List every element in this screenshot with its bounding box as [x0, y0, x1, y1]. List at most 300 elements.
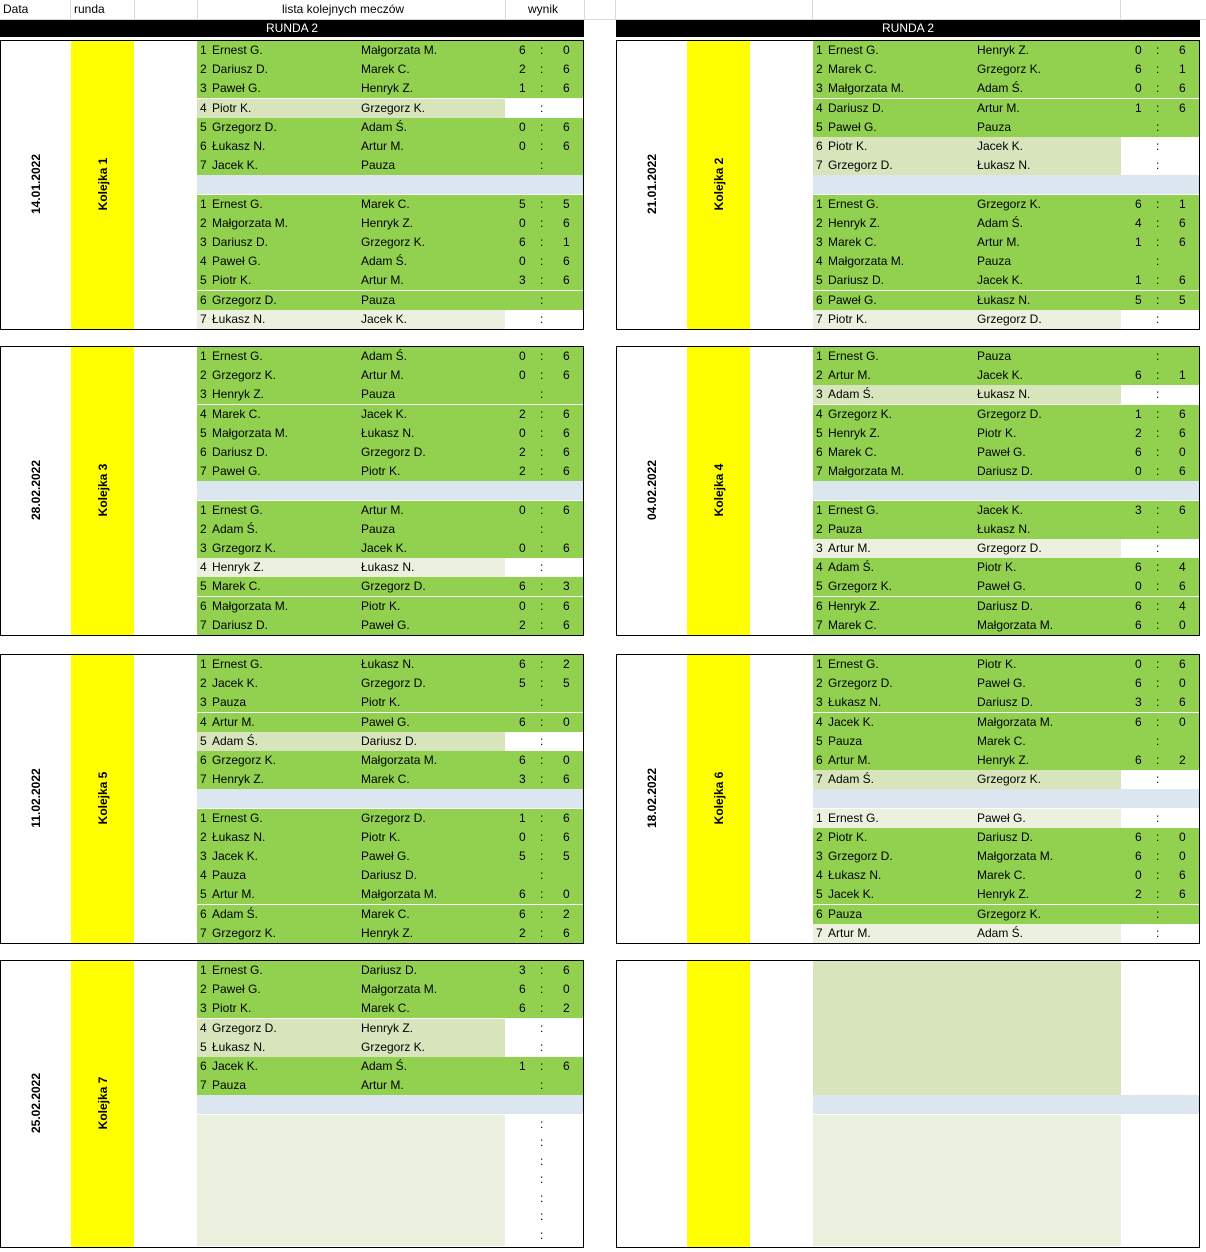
score-home: 6 — [1135, 598, 1142, 613]
match-number: 4 — [816, 560, 823, 575]
score-separator: : — [540, 196, 544, 211]
match-number: 2 — [816, 829, 823, 844]
score-away: 2 — [563, 1001, 570, 1016]
match-score-cell[interactable] — [1121, 214, 1199, 233]
score-separator: : — [1156, 425, 1160, 440]
match-row — [197, 195, 583, 214]
player-home: Pauza — [212, 695, 247, 710]
score-separator: : — [540, 1039, 544, 1054]
match-score-cell[interactable] — [505, 271, 583, 290]
match-score-cell[interactable] — [1121, 41, 1199, 60]
score-home: 6 — [519, 235, 526, 249]
score-separator: : — [540, 62, 544, 77]
match-number: 2 — [200, 215, 207, 230]
player-home: Ernest G. — [212, 196, 263, 211]
match-number: 7 — [816, 925, 823, 940]
match-score-cell[interactable] — [505, 674, 583, 693]
match-score-cell[interactable] — [1121, 156, 1199, 175]
match-score-cell[interactable] — [1121, 310, 1199, 329]
match-score-cell[interactable] — [1121, 809, 1199, 828]
player-away: Marek C. — [361, 1001, 410, 1016]
match-score-cell[interactable] — [1121, 137, 1199, 156]
match-score-cell[interactable] — [1121, 233, 1199, 252]
score-away: 6 — [563, 215, 570, 230]
score-separator: : — [540, 292, 544, 307]
match-row — [813, 291, 1199, 310]
match-score-cell[interactable] — [505, 310, 583, 329]
score-away: 2 — [563, 906, 570, 921]
match-score-cell[interactable] — [1121, 539, 1199, 558]
match-score-cell[interactable] — [505, 866, 583, 885]
score-home: 0 — [519, 368, 526, 383]
score-separator: : — [1156, 695, 1160, 710]
player-away: Małgorzata M. — [361, 753, 438, 767]
match-score-cell[interactable] — [1121, 732, 1199, 751]
match-score-cell[interactable] — [505, 905, 583, 924]
match-score-cell[interactable] — [505, 214, 583, 233]
score-separator: : — [1156, 43, 1160, 57]
match-score-cell[interactable] — [1121, 443, 1199, 462]
player-home: Pauza — [828, 733, 863, 748]
player-away: Jacek K. — [361, 311, 408, 326]
match-score-cell[interactable] — [1121, 385, 1199, 404]
match-row — [197, 1057, 583, 1076]
match-score-cell[interactable] — [1121, 99, 1199, 118]
match-number: 7 — [200, 925, 207, 940]
spacer-row — [197, 481, 583, 500]
header-data: Data — [3, 2, 29, 16]
score-home: 1 — [1135, 406, 1142, 421]
match-number: 1 — [200, 43, 207, 57]
match-score-cell[interactable] — [505, 137, 583, 156]
score-separator: : — [1156, 657, 1160, 671]
score-home: 1 — [519, 810, 526, 825]
match-score-cell[interactable] — [1121, 252, 1199, 271]
score-home: 5 — [519, 196, 526, 211]
player-away: Piotr K. — [977, 560, 1017, 575]
grid-line — [70, 0, 71, 19]
score-home: 3 — [519, 273, 526, 288]
match-row — [813, 137, 1199, 156]
player-home: Łukasz N. — [212, 1039, 266, 1054]
score-home: 3 — [1135, 502, 1142, 517]
match-score-cell[interactable] — [505, 99, 583, 118]
match-row — [813, 60, 1199, 79]
score-separator: : — [540, 119, 544, 134]
match-score-cell[interactable] — [505, 828, 583, 847]
score-home: 6 — [519, 579, 526, 594]
match-score-cell[interactable] — [505, 60, 583, 79]
score-separator: : — [540, 657, 544, 671]
match-row — [197, 539, 583, 558]
match-date: 21.01.2022 — [645, 153, 659, 215]
score-away: 6 — [563, 273, 570, 288]
score-away: 0 — [1179, 849, 1186, 863]
empty-match-area — [813, 961, 1121, 1095]
match-score-cell[interactable] — [505, 366, 583, 385]
score-separator: : — [1156, 541, 1160, 555]
match-score-cell[interactable] — [1121, 501, 1199, 520]
match-score-cell[interactable] — [1121, 597, 1199, 616]
match-score-cell[interactable] — [505, 597, 583, 616]
match-score-cell[interactable] — [505, 713, 583, 732]
score-separator: : — [1156, 617, 1160, 632]
player-away: Paweł G. — [361, 849, 410, 863]
match-score-cell[interactable] — [505, 1019, 583, 1038]
match-number: 1 — [200, 349, 207, 363]
score-separator: : — [540, 349, 544, 363]
match-score-cell[interactable] — [505, 961, 583, 980]
match-score-cell[interactable] — [505, 655, 583, 674]
player-home: Marek C. — [828, 445, 877, 459]
match-score-cell[interactable] — [1121, 424, 1199, 443]
score-away: 6 — [563, 541, 570, 555]
score-home: 1 — [519, 81, 526, 96]
match-number: 3 — [200, 387, 207, 402]
player-home: Pauza — [828, 906, 863, 921]
score-home: 0 — [519, 139, 526, 153]
match-score-cell[interactable] — [505, 405, 583, 424]
player-home: Paweł G. — [828, 119, 877, 134]
match-score-cell[interactable] — [505, 558, 583, 577]
score-home: 0 — [519, 215, 526, 230]
match-score-cell[interactable] — [1121, 693, 1199, 712]
match-row — [197, 980, 583, 999]
match-score-cell[interactable] — [505, 501, 583, 520]
match-score-cell[interactable] — [505, 1057, 583, 1076]
match-row — [197, 118, 583, 137]
match-score-cell[interactable] — [505, 520, 583, 539]
player-away: Henryk Z. — [361, 81, 414, 96]
match-score-cell[interactable] — [1121, 924, 1199, 943]
player-home: Jacek K. — [828, 887, 875, 902]
match-number: 6 — [816, 753, 823, 767]
kolejka-label: Kolejka 7 — [95, 1076, 110, 1130]
score-separator: : — [1156, 254, 1160, 269]
match-number: 7 — [200, 772, 207, 787]
score-separator: : — [1156, 733, 1160, 748]
score-home: 1 — [1135, 273, 1142, 288]
score-away: 6 — [1179, 273, 1186, 288]
match-score-cell[interactable] — [505, 385, 583, 404]
match-row — [813, 924, 1199, 943]
score-separator: : — [540, 406, 544, 421]
player-away: Grzegorz K. — [977, 906, 1042, 921]
player-home: Łukasz N. — [212, 311, 266, 326]
player-away: Dariusz D. — [977, 829, 1034, 844]
match-score-cell[interactable] — [1121, 520, 1199, 539]
score-home: 6 — [519, 753, 526, 767]
player-away: Paweł G. — [977, 579, 1026, 594]
match-score-cell[interactable] — [505, 847, 583, 866]
match-score-cell[interactable] — [1121, 462, 1199, 481]
match-row — [813, 443, 1199, 462]
match-number: 3 — [200, 235, 207, 249]
player-home: Piotr K. — [828, 139, 868, 153]
player-away: Dariusz D. — [361, 963, 418, 977]
grid-line — [134, 0, 135, 19]
player-away: Henryk Z. — [977, 753, 1030, 767]
player-home: Dariusz D. — [212, 62, 269, 77]
score-separator: : — [540, 906, 544, 921]
spacer-row — [813, 789, 1199, 808]
score-away: 6 — [1179, 100, 1186, 115]
player-away: Marek C. — [977, 733, 1026, 748]
match-score-cell[interactable] — [1121, 79, 1199, 98]
player-home: Ernest G. — [828, 810, 879, 825]
score-home: 3 — [519, 772, 526, 787]
match-row — [813, 905, 1199, 924]
match-score-cell[interactable] — [1121, 60, 1199, 79]
match-date: 25.02.2022 — [29, 1072, 43, 1134]
player-home: Grzegorz D. — [212, 1020, 277, 1035]
score-separator: : — [1156, 368, 1160, 383]
match-date: 18.02.2022 — [645, 767, 659, 829]
player-away: Małgorzata M. — [977, 617, 1054, 632]
player-home: Grzegorz D. — [828, 158, 893, 173]
header-lista: lista kolejnych meczów — [282, 2, 405, 16]
player-away: Adam Ś. — [361, 1059, 408, 1073]
match-score-cell[interactable] — [505, 79, 583, 98]
kolejka-label: Kolejka 6 — [711, 771, 726, 825]
player-away: Jacek K. — [977, 502, 1024, 517]
match-row — [197, 347, 583, 366]
score-home: 6 — [1135, 676, 1142, 691]
match-score-cell[interactable] — [1121, 577, 1199, 596]
match-score-cell[interactable] — [505, 252, 583, 271]
spacer-row — [813, 1095, 1199, 1114]
match-score-cell[interactable] — [1121, 118, 1199, 137]
match-score-cell[interactable] — [1121, 366, 1199, 385]
score-home: 0 — [1135, 464, 1142, 479]
match-number: 6 — [200, 906, 207, 921]
score-home: 2 — [519, 617, 526, 632]
match-score-cell[interactable] — [505, 41, 583, 60]
score-separator: : — [540, 1078, 544, 1093]
match-number: 6 — [816, 445, 823, 459]
score-separator: : — [1156, 810, 1160, 825]
match-row — [197, 770, 583, 789]
score-separator: : — [540, 1001, 544, 1016]
player-away: Artur M. — [361, 139, 404, 153]
score-away: 6 — [1179, 657, 1186, 671]
match-score-cell[interactable] — [1121, 616, 1199, 635]
score-separator: : — [540, 887, 544, 902]
score-home: 6 — [519, 43, 526, 57]
match-row — [813, 310, 1199, 329]
player-home: Grzegorz D. — [828, 849, 893, 863]
grid-line — [197, 0, 198, 19]
match-score-cell[interactable] — [1121, 866, 1199, 885]
score-separator: : — [540, 1227, 544, 1242]
player-away: Małgorzata M. — [361, 43, 438, 57]
match-number: 1 — [816, 43, 823, 57]
player-away: Małgorzata M. — [361, 887, 438, 902]
score-away: 6 — [1179, 215, 1186, 230]
match-score-cell[interactable] — [1121, 405, 1199, 424]
match-score-cell[interactable] — [505, 577, 583, 596]
match-row — [197, 405, 583, 424]
match-score-cell[interactable] — [1121, 655, 1199, 674]
match-number: 1 — [200, 196, 207, 211]
match-row — [813, 118, 1199, 137]
match-score-cell[interactable] — [505, 291, 583, 310]
player-home: Ernest G. — [212, 502, 263, 517]
match-number: 3 — [816, 81, 823, 96]
player-home: Jacek K. — [212, 676, 259, 691]
match-score-cell[interactable] — [505, 1076, 583, 1095]
match-score-cell[interactable] — [505, 195, 583, 214]
score-separator: : — [1156, 100, 1160, 115]
match-score-cell[interactable] — [505, 980, 583, 999]
match-score-cell[interactable] — [505, 118, 583, 137]
match-number: 6 — [816, 139, 823, 153]
match-score-cell[interactable] — [505, 156, 583, 175]
match-score-cell[interactable] — [505, 751, 583, 770]
match-row — [813, 770, 1199, 789]
score-home: 2 — [519, 445, 526, 459]
player-home: Adam Ś. — [212, 906, 259, 921]
player-away: Henryk Z. — [977, 887, 1030, 902]
player-home: Artur M. — [828, 541, 871, 555]
match-score-cell[interactable] — [1121, 291, 1199, 310]
match-score-cell[interactable] — [505, 809, 583, 828]
match-score-cell[interactable] — [505, 732, 583, 751]
player-away: Dariusz D. — [977, 464, 1034, 479]
match-score-cell[interactable] — [505, 770, 583, 789]
score-home: 2 — [1135, 425, 1142, 440]
player-away: Adam Ś. — [977, 215, 1024, 230]
score-separator: : — [540, 714, 544, 729]
score-home: 6 — [519, 657, 526, 671]
score-home: 2 — [519, 406, 526, 421]
score-away: 0 — [1179, 829, 1186, 844]
score-away: 6 — [1179, 579, 1186, 594]
player-home: Łukasz N. — [828, 695, 882, 710]
match-number: 2 — [200, 676, 207, 691]
player-home: Grzegorz K. — [828, 579, 893, 594]
match-row — [813, 501, 1199, 520]
player-away: Pauza — [361, 292, 396, 307]
score-home: 3 — [519, 963, 526, 977]
match-score-cell[interactable] — [505, 233, 583, 252]
match-score-cell[interactable] — [505, 347, 583, 366]
score-home: 6 — [1135, 714, 1142, 729]
match-number: 1 — [816, 810, 823, 825]
match-score-cell[interactable] — [1121, 885, 1199, 904]
score-home: 6 — [519, 982, 526, 997]
score-away: 0 — [563, 753, 570, 767]
match-score-cell[interactable] — [505, 999, 583, 1018]
match-score-cell[interactable] — [505, 693, 583, 712]
match-row — [197, 558, 583, 577]
grid-line — [812, 0, 813, 19]
match-score-cell[interactable] — [505, 1038, 583, 1057]
match-number: 7 — [200, 311, 207, 326]
player-away: Pauza — [977, 119, 1012, 134]
match-number: 2 — [816, 368, 823, 383]
score-separator: : — [1156, 273, 1160, 288]
match-row — [197, 866, 583, 885]
match-score-cell[interactable] — [505, 539, 583, 558]
player-home: Piotr K. — [828, 311, 868, 326]
player-home: Ernest G. — [212, 349, 263, 363]
match-score-cell[interactable] — [1121, 347, 1199, 366]
match-score-cell[interactable] — [505, 924, 583, 943]
player-home: Paweł G. — [212, 254, 261, 269]
match-score-cell[interactable] — [1121, 847, 1199, 866]
score-home: 6 — [1135, 62, 1142, 77]
match-score-cell[interactable] — [1121, 271, 1199, 290]
match-score-cell[interactable] — [505, 443, 583, 462]
score-separator: : — [540, 925, 544, 940]
score-away: 1 — [1179, 368, 1186, 383]
score-separator: : — [1156, 292, 1160, 307]
score-separator: : — [540, 617, 544, 632]
player-away: Grzegorz D. — [361, 810, 426, 825]
match-score-cell[interactable] — [1121, 828, 1199, 847]
match-number: 3 — [200, 81, 207, 96]
player-away: Grzegorz D. — [977, 541, 1042, 555]
match-number: 3 — [816, 541, 823, 555]
match-score-cell[interactable] — [505, 424, 583, 443]
score-away: 6 — [1179, 235, 1186, 249]
match-row — [197, 961, 583, 980]
player-home: Henryk Z. — [212, 560, 265, 575]
score-separator: : — [1156, 445, 1160, 459]
match-score-cell[interactable] — [1121, 905, 1199, 924]
player-home: Adam Ś. — [828, 772, 875, 787]
match-score-cell[interactable] — [505, 885, 583, 904]
match-score-cell[interactable] — [1121, 195, 1199, 214]
score-away: 4 — [1179, 598, 1186, 613]
player-home: Henryk Z. — [212, 387, 265, 402]
match-number: 6 — [816, 906, 823, 921]
player-away: Jacek K. — [977, 139, 1024, 153]
match-score-cell[interactable] — [505, 462, 583, 481]
match-score-cell[interactable] — [1121, 751, 1199, 770]
match-number: 3 — [200, 541, 207, 555]
match-score-cell[interactable] — [1121, 674, 1199, 693]
player-home: Grzegorz K. — [212, 753, 277, 767]
player-home: Artur M. — [212, 887, 255, 902]
score-separator: : — [540, 676, 544, 691]
score-separator: : — [540, 810, 544, 825]
player-away: Henryk Z. — [361, 925, 414, 940]
score-separator: : — [1156, 387, 1160, 402]
score-separator: : — [540, 1209, 544, 1224]
runda-header-left: RUNDA 2 — [0, 20, 584, 37]
score-separator: : — [1156, 676, 1160, 691]
empty-match-area — [813, 1115, 1121, 1246]
score-separator: : — [540, 1135, 544, 1150]
match-score-cell[interactable] — [1121, 770, 1199, 789]
score-home: 6 — [1135, 445, 1142, 459]
match-score-cell[interactable] — [505, 616, 583, 635]
match-score-cell[interactable] — [1121, 713, 1199, 732]
player-home: Małgorzata M. — [828, 464, 905, 479]
score-separator: : — [540, 1020, 544, 1035]
match-row — [813, 539, 1199, 558]
score-separator: : — [540, 1116, 544, 1131]
score-separator: : — [1156, 349, 1160, 363]
player-away: Piotr K. — [361, 695, 401, 710]
match-score-cell[interactable] — [1121, 558, 1199, 577]
score-separator: : — [540, 215, 544, 230]
player-away: Adam Ś. — [361, 349, 408, 363]
score-away: 6 — [563, 139, 570, 153]
player-home: Henryk Z. — [828, 598, 881, 613]
